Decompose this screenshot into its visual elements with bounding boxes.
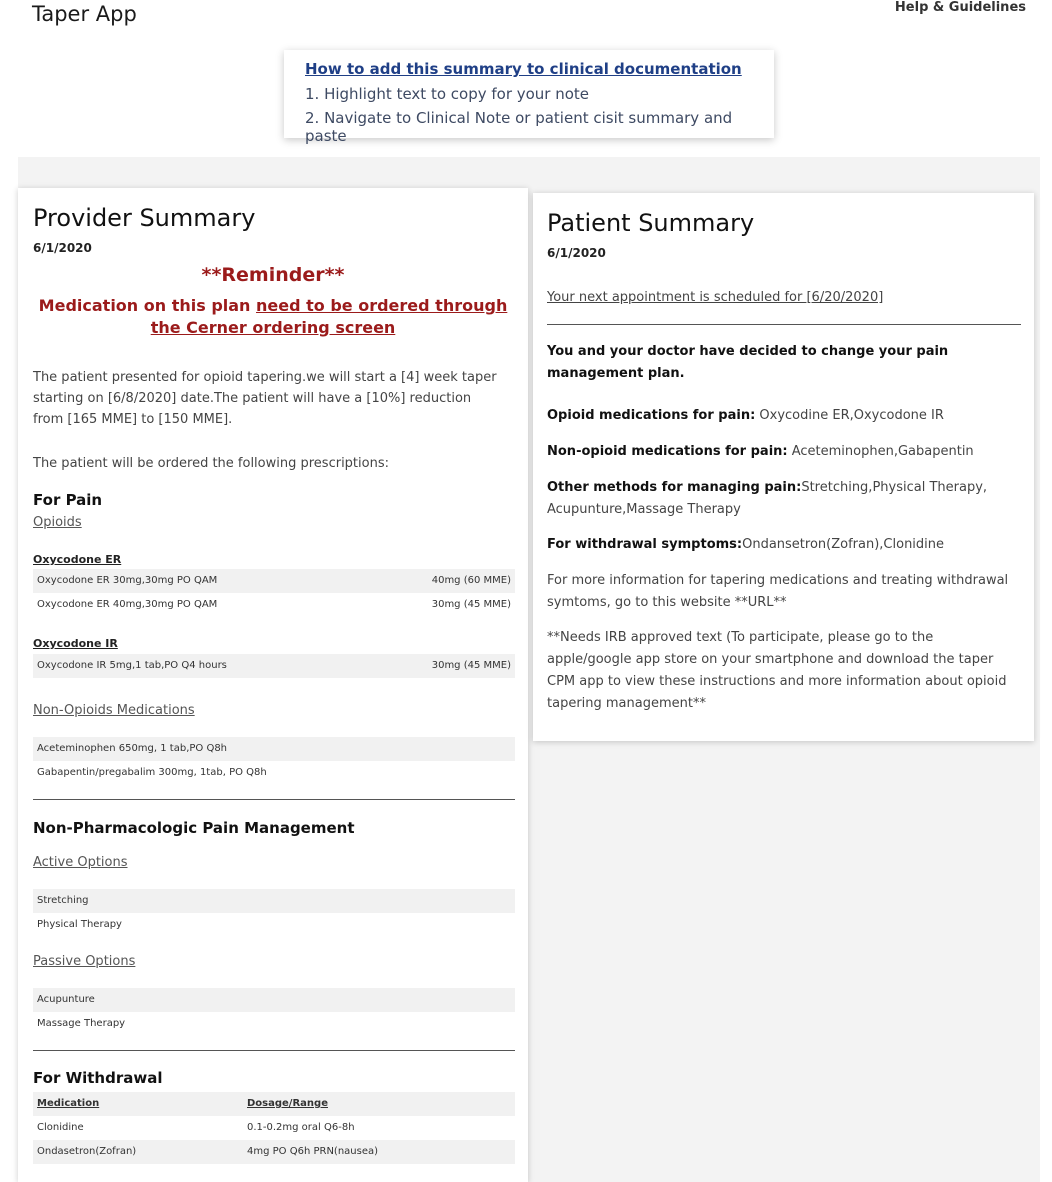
table-row bbox=[33, 761, 515, 785]
other-methods-line bbox=[547, 477, 1021, 521]
table-row bbox=[33, 889, 515, 913]
instruction-step: 2. Navigate to Clinical Note or patient cisit summary and paste bbox=[305, 109, 733, 145]
reminder-title: **Reminder** bbox=[201, 264, 345, 286]
dose-cell: 30mg (45 MME) bbox=[431, 599, 511, 610]
nonopioid-meds-line bbox=[547, 441, 1021, 463]
non-pharm-heading: Non-Pharmacologic Pain Management bbox=[33, 819, 355, 837]
dose-cell: 0.1-0.2mg oral Q6-8h bbox=[247, 1122, 355, 1133]
table-row bbox=[33, 593, 515, 617]
patient-summary-card bbox=[533, 193, 1034, 741]
medication-cell: Oxycodone ER 30mg,30mg PO QAM bbox=[37, 575, 218, 586]
summary-date: 6/1/2020 bbox=[33, 241, 92, 255]
card-title: Provider Summary bbox=[33, 204, 256, 232]
for-pain-heading: For Pain bbox=[33, 491, 103, 509]
table-row bbox=[33, 569, 515, 593]
dose-cell: 4mg PO Q6h PRN(nausea) bbox=[247, 1146, 379, 1157]
reminder-link-part: the Cerner ordering screen bbox=[150, 318, 396, 337]
reminder-text bbox=[18, 296, 528, 315]
opioids-link[interactable]: Opioids bbox=[33, 515, 82, 530]
documentation-instructions-box bbox=[284, 50, 774, 145]
passive-options-link[interactable]: Passive Options bbox=[33, 954, 136, 969]
option-cell: Stretching bbox=[37, 895, 89, 906]
medication-cell: Aceteminophen 650mg, 1 tab,PO Q8h bbox=[37, 743, 228, 754]
dose-cell: 40mg (60 MME) bbox=[431, 575, 511, 586]
instructions-title-link[interactable]: How to add this summary to clinical documentation bbox=[305, 60, 742, 78]
section-divider bbox=[33, 799, 515, 800]
provider-summary-card bbox=[18, 188, 528, 1182]
option-cell: Physical Therapy bbox=[37, 919, 122, 930]
field-value: Aceteminophen,Gabapentin bbox=[787, 444, 974, 459]
field-value: Ondansetron(Zofran),Clonidine bbox=[742, 537, 945, 552]
reminder-link-part: need to be ordered through bbox=[256, 296, 508, 315]
active-options-link[interactable]: Active Options bbox=[33, 855, 128, 870]
med-group-heading: Oxycodone IR bbox=[33, 637, 118, 650]
appointment-link[interactable]: Your next appointment is scheduled for [6/20/2020] bbox=[547, 290, 884, 305]
option-cell: Massage Therapy bbox=[37, 1018, 126, 1029]
field-value: Stretching,Physical Therapy, Acupunture,Massage Therapy bbox=[547, 480, 988, 517]
more-info-text: For more information for tapering medications and treating withdrawal symtoms, go to this website **URL** bbox=[547, 573, 1009, 610]
medication-cell: Clonidine bbox=[37, 1122, 84, 1133]
section-divider bbox=[547, 324, 1021, 325]
non-opioids-link[interactable]: Non-Opioids Medications bbox=[33, 703, 195, 718]
field-label: Other methods for managing pain: bbox=[547, 480, 802, 495]
table-row bbox=[33, 654, 515, 678]
reminder-text bbox=[18, 318, 528, 337]
field-label: For withdrawal symptoms: bbox=[547, 537, 743, 552]
medication-cell: Ondasetron(Zofran) bbox=[37, 1146, 137, 1157]
for-withdrawal-heading: For Withdrawal bbox=[33, 1069, 163, 1087]
medication-cell: Gabapentin/pregabalim 300mg, 1tab, PO Q8h bbox=[37, 767, 267, 778]
app-header bbox=[0, 0, 1052, 40]
column-header: Dosage/Range bbox=[247, 1098, 328, 1109]
help-guidelines-link[interactable]: Help & Guidelines bbox=[894, 0, 1026, 15]
table-row bbox=[33, 1012, 515, 1036]
card-title: Patient Summary bbox=[547, 209, 755, 237]
field-label: Non-opioid medications for pain: bbox=[547, 444, 788, 459]
withdrawal-symptoms-line bbox=[547, 534, 1021, 556]
plan-change-text: You and your doctor have decided to change your pain management plan. bbox=[547, 344, 949, 381]
field-label: Opioid medications for pain: bbox=[547, 408, 756, 423]
app-title: Taper App bbox=[32, 2, 137, 26]
opioid-meds-line bbox=[547, 405, 1021, 427]
table-row bbox=[33, 988, 515, 1012]
reminder-text-part: Medication on this plan bbox=[38, 296, 257, 315]
table-header-row bbox=[33, 1092, 515, 1116]
column-header: Medication bbox=[37, 1098, 100, 1109]
table-row bbox=[33, 1116, 515, 1140]
medication-cell: Oxycodone IR 5mg,1 tab,PO Q4 hours bbox=[37, 660, 227, 671]
table-row bbox=[33, 737, 515, 761]
summary-date: 6/1/2020 bbox=[547, 246, 606, 260]
taper-intro-text: The patient presented for opioid tapering.we will start a [4] week taper starting on [6/8/2020] date.The patient will have a [10%] reduction from [165 MME] to [150 MME]. bbox=[33, 370, 497, 427]
medication-cell: Oxycodone ER 40mg,30mg PO QAM bbox=[37, 599, 218, 610]
field-value: Oxycodine ER,Oxycodone IR bbox=[755, 408, 944, 423]
section-divider bbox=[33, 1050, 515, 1051]
table-row bbox=[33, 913, 515, 937]
med-group-heading: Oxycodone ER bbox=[33, 553, 122, 566]
prescriptions-intro: The patient will be ordered the following prescriptions: bbox=[33, 456, 389, 471]
option-cell: Acupunture bbox=[37, 994, 95, 1005]
dose-cell: 30mg (45 MME) bbox=[431, 660, 511, 671]
table-row bbox=[33, 1140, 515, 1164]
instruction-step: 1. Highlight text to copy for your note bbox=[305, 85, 590, 103]
irb-note-text: **Needs IRB approved text (To participate, please go to the apple/google app store on your smartphone and download the taper CPM app to view these instructions and more information about opioid tapering management** bbox=[547, 630, 1007, 711]
